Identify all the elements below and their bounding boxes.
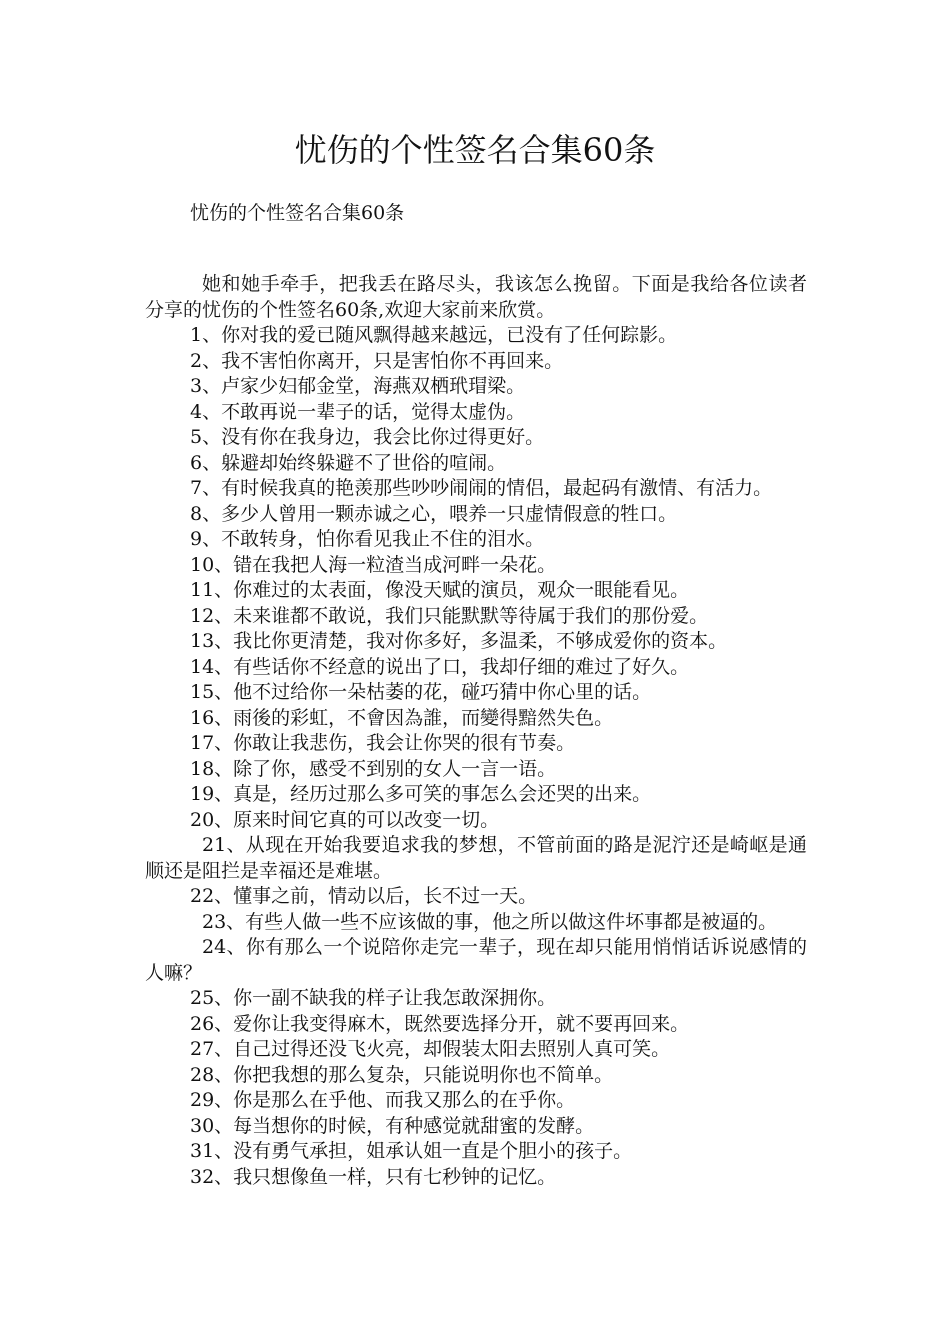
document-subtitle: 忧伤的个性签名合集60条 bbox=[190, 202, 405, 224]
list-item: 32、我只想像鱼一样，只有七秒钟的记忆。 bbox=[190, 1165, 557, 1188]
list-item: 13、我比你更清楚，我对你多好，多温柔，不够成爱你的资本。 bbox=[190, 630, 728, 652]
list-item: 6、躲避却始终躲避不了世俗的喧闹。 bbox=[190, 451, 507, 474]
list-item: 28、你把我想的那么复杂，只能说明你也不简单。 bbox=[190, 1063, 614, 1086]
list-item: 7、有时候我真的艳羡那些吵吵闹闹的情侣，最起码有激情、有活力。 bbox=[190, 477, 773, 499]
list-item: 11、你难过的太表面，像没天赋的演员，观众一眼能看见。 bbox=[190, 579, 690, 601]
list-item: 20、原来时间它真的可以改变一切。 bbox=[190, 808, 500, 831]
list-item: 19、真是，经历过那么多可笑的事怎么会还哭的出来。 bbox=[190, 783, 652, 805]
list-item: 9、不敢转身，怕你看见我止不住的泪水。 bbox=[190, 528, 545, 550]
list-item: 10、错在我把人海一粒渣当成河畔一朵花。 bbox=[190, 553, 557, 576]
list-item: 1、你对我的爱已随风飘得越来越远，已没有了任何踪影。 bbox=[190, 324, 678, 346]
list-item: 21、从现在开始我要追求我的梦想，不管前面的路是泥泞还是崎岖是通顺还是阻拦是幸福还是难堪。 bbox=[145, 834, 807, 882]
list-item: 30、每当想你的时候，有种感觉就甜蜜的发酵。 bbox=[190, 1114, 595, 1137]
list-item: 27、自己过得还没飞火亮，却假装太阳去照别人真可笑。 bbox=[190, 1038, 671, 1060]
document-body bbox=[145, 272, 807, 1190]
list-item: 16、雨後的彩虹，不會因為誰，而變得黯然失色。 bbox=[190, 706, 614, 729]
list-item: 29、你是那么在乎他、而我又那么的在乎你。 bbox=[190, 1089, 576, 1111]
intro-paragraph: 她和她手牵手，把我丢在路尽头，我该怎么挽留。下面是我给各位读者分享的忧伤的个性签名60条,欢迎大家前来欣赏。 bbox=[145, 273, 807, 321]
list-item: 24、你有那么一个说陪你走完一辈子，现在却只能用悄悄话诉说感情的人嘛？ bbox=[145, 936, 807, 984]
list-item: 23、有些人做一些不应该做的事，他之所以做这件坏事都是被逼的。 bbox=[202, 910, 778, 933]
document-title: 忧伤的个性签名合集60条 bbox=[294, 131, 656, 169]
list-item: 25、你一副不缺我的样子让我怎敢深拥你。 bbox=[190, 987, 557, 1009]
list-item: 5、没有你在我身边，我会比你过得更好。 bbox=[190, 426, 545, 448]
list-item: 22、懂事之前，情动以后，长不过一天。 bbox=[190, 885, 538, 907]
list-item: 8、多少人曾用一颗赤诚之心，喂养一只虚情假意的牲口。 bbox=[190, 502, 678, 525]
list-item: 17、你敢让我悲伤，我会让你哭的很有节奏。 bbox=[190, 732, 576, 754]
list-item: 31、没有勇气承担，姐承认姐一直是个胆小的孩子。 bbox=[190, 1140, 633, 1162]
list-item: 18、除了你，感受不到别的女人一言一语。 bbox=[190, 757, 557, 780]
list-item: 4、不敢再说一辈子的话，觉得太虚伪。 bbox=[190, 400, 526, 423]
list-item: 3、卢家少妇郁金堂，海燕双栖玳瑁梁。 bbox=[190, 375, 526, 397]
list-item: 2、我不害怕你离开，只是害怕你不再回来。 bbox=[190, 349, 564, 372]
list-item: 12、未来谁都不敢说，我们只能默默等待属于我们的那份爱。 bbox=[190, 604, 709, 627]
list-item: 14、有些话你不经意的说出了口，我却仔细的难过了好久。 bbox=[190, 655, 690, 678]
list-item: 26、爱你让我变得麻木，既然要选择分开，就不要再回来。 bbox=[190, 1012, 690, 1035]
list-item: 15、他不过给你一朵枯萎的花，碰巧猜中你心里的话。 bbox=[190, 681, 652, 703]
